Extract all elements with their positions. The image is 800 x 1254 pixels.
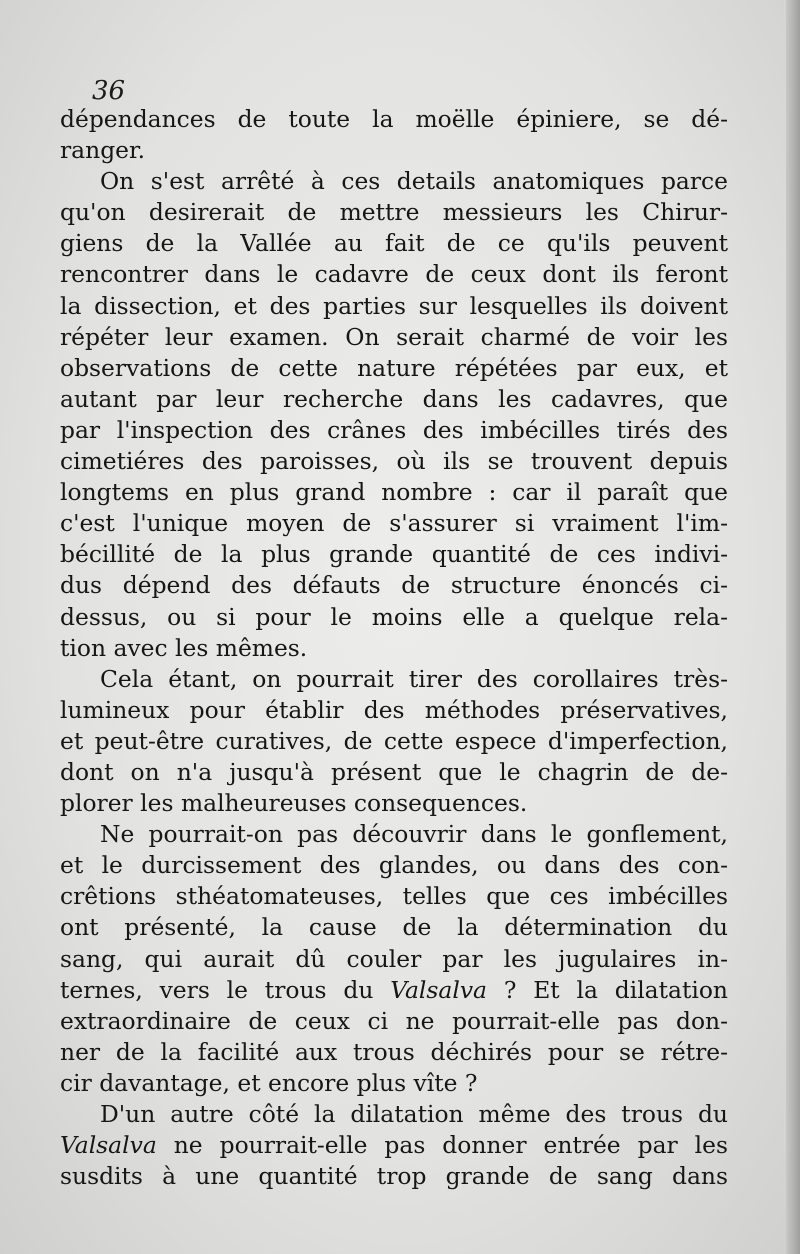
text-segment: longtems en plus grand nombre : car il paraît que <box>60 478 728 507</box>
text-segment: rencontrer dans le cadavre de ceux dont ils feront <box>60 260 728 289</box>
text-segment: ner de la facilité aux trous déchirés pour se rétre- <box>60 1037 728 1066</box>
page-edge-shadow <box>786 0 800 1254</box>
text-segment: ne pourrait-elle pas donner entrée par les <box>156 1131 728 1160</box>
text-segment: et le durcissement des glandes, ou dans des con- <box>60 851 728 880</box>
text-segment: ranger. <box>60 136 146 165</box>
text-segment: lumineux pour établir des méthodes préservatives, <box>60 695 728 724</box>
text-line <box>60 477 728 508</box>
text-line <box>60 135 728 166</box>
page-number: 36 <box>92 76 126 106</box>
text-line <box>60 912 728 943</box>
text-line <box>60 1006 728 1037</box>
text-segment: susdits à une quantité trop grande de sang dans <box>60 1162 728 1191</box>
text-line <box>60 819 728 850</box>
text-line <box>60 446 728 477</box>
text-line <box>60 539 728 570</box>
text-segment: ? Et la dilatation <box>487 975 728 1004</box>
text-line <box>60 166 728 197</box>
text-line <box>60 881 728 912</box>
text-segment: cimetiéres des paroisses, où ils se trouvent depuis <box>60 447 728 476</box>
text-line <box>60 415 728 446</box>
text-line <box>60 228 728 259</box>
text-segment: dont on n'a jusqu'à présent que le chagrin de de- <box>60 757 728 786</box>
text-line <box>60 322 728 353</box>
text-segment: dépendances de toute la moëlle épiniere, se dé- <box>60 105 728 133</box>
text-segment: dus dépend des défauts de structure énoncés ci- <box>60 571 728 600</box>
text-line <box>60 1099 728 1130</box>
text-segment: crêtions sthéatomateuses, telles que ces imbécilles <box>60 882 728 911</box>
text-segment: plorer les malheureuses consequences. <box>60 789 528 818</box>
text-segment: ont présenté, la cause de la détermination du <box>60 913 728 942</box>
text-segment: D'un autre côté la dilatation même des trous du <box>100 1100 728 1128</box>
text-line <box>60 353 728 384</box>
text-line <box>60 291 728 322</box>
text-line <box>60 602 728 633</box>
text-line <box>60 1130 728 1161</box>
text-line <box>60 633 728 664</box>
text-segment: cir davantage, et encore plus vîte ? <box>60 1068 478 1097</box>
text-segment: On s'est arrêté à ces details anatomiques parce <box>100 167 728 196</box>
text-line <box>60 726 728 757</box>
text-segment: qu'on desirerait de mettre messieurs les Chirur- <box>60 198 728 227</box>
text-segment: extraordinaire de ceux ci ne pourrait-elle pas don- <box>60 1006 728 1035</box>
text-segment: et peut-être curatives, de cette espece d'imperfection, <box>60 726 728 755</box>
text-line <box>60 384 728 415</box>
text-segment: ternes, vers le trous du <box>60 975 391 1004</box>
text-line <box>60 850 728 881</box>
text-line <box>60 695 728 726</box>
text-segment: dessus, ou si pour le moins elle a quelque rela- <box>60 602 728 631</box>
text-line <box>60 664 728 695</box>
text-line <box>60 1068 728 1099</box>
text-segment: c'est l'unique moyen de s'assurer si vraiment l'im- <box>60 509 728 538</box>
text-segment: répéter leur examen. On serait charmé de voir les <box>60 322 728 351</box>
text-segment: tion avec les mêmes. <box>60 633 308 662</box>
text-segment: la dissection, et des parties sur lesquelles ils doivent <box>60 291 728 320</box>
text-segment: sang, qui aurait dû couler par les jugulaires in- <box>60 944 728 973</box>
text-segment: bécillité de la plus grande quantité de ces indivi- <box>60 540 728 569</box>
text-line <box>60 788 728 819</box>
text-line <box>60 570 728 601</box>
text-line <box>60 259 728 290</box>
text-segment: giens de la Vallée au fait de ce qu'ils peuvent <box>60 229 728 258</box>
italic-term: Valsalva <box>390 975 487 1004</box>
text-segment: par l'inspection des crânes des imbécilles tirés des <box>60 415 728 444</box>
italic-term: Valsalva <box>60 1131 157 1160</box>
text-line <box>60 197 728 228</box>
text-line <box>60 944 728 975</box>
text-line <box>60 1161 728 1192</box>
text-line <box>60 508 728 539</box>
text-segment: observations de cette nature répétées par eux, et <box>60 353 728 382</box>
text-segment: autant par leur recherche dans les cadavres, que <box>60 384 728 413</box>
body-text <box>60 104 728 1192</box>
text-segment: Cela étant, on pourrait tirer des corollaires très- <box>100 664 728 693</box>
text-line <box>60 757 728 788</box>
text-line <box>60 975 728 1006</box>
text-segment: Ne pourrait-on pas découvrir dans le gonflement, <box>100 820 728 849</box>
text-line <box>60 1037 728 1068</box>
text-line <box>60 104 728 135</box>
